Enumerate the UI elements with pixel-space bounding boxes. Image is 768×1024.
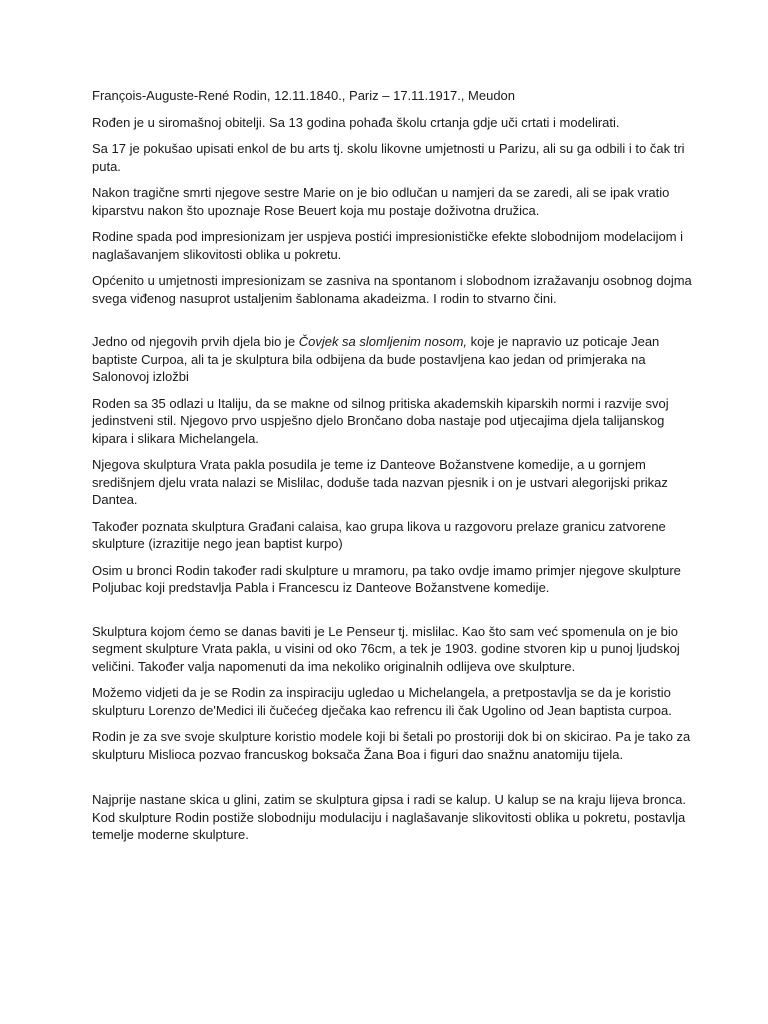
paragraph-gates-of-hell: Njegova skulptura Vrata pakla posudila je teme iz Danteove Božanstvene komedije, a u gornjem središnjem djelu vrata nalazi se Mislilac, doduše tada nazvan pjesnik i on je ustvari alegorijski prikaz Dantea. — [92, 457, 668, 507]
paragraph-first-works-after: koje je napravio uz poticaje Jean baptiste Curpoa, ali ta je skulptura bila odbijena da bude postavljena kao jedan od primjeraka na Salonovoj izložbi — [92, 334, 660, 384]
paragraph-first-works-before: Jedno od njegovih prvih djela bio je — [92, 334, 299, 349]
paragraph-burghers-of-calais: Također poznata skulptura Građani calaisa, kao grupa likova u razgovoru prelaze granicu zatvorene skulpture (izrazitije nego jean baptist kurpo) — [92, 518, 666, 551]
paragraph-birth: Rođen je u siromašnoj obitelji. Sa 13 godina pohađa školu crtanja gdje uči crtati i modelirati. — [92, 114, 620, 130]
paragraph-school: Sa 17 je pokušao upisati enkol de bu arts tj. skolu likovne umjetnosti u Parizu, ali su ga odbili i to čak tri puta. — [92, 141, 685, 174]
document-header-line: François-Auguste-René Rodin, 12.11.1840., Pariz – 17.11.1917., Meudon — [92, 88, 516, 103]
paragraph-inspiration: Možemo vidjeti da je se Rodin za inspiraciju ugledao u Michelangela, a pretpostavlja se da je koristio skulpturu Lorenzo de'Medici ili čučećeg dječaka kao refrencu ili čak Ugolino od Jean baptista curpoa. — [92, 685, 672, 718]
document-page — [92, 87, 692, 853]
paragraph-the-kiss: Osim u bronci Rodin također radi skulpture u mramoru, pa tako ovdje imamo primjer njegove skulpture Poljubac koji predstavlja Pabla i Francescu iz Danteove Božanstvene komedije. — [92, 562, 681, 595]
paragraph-le-penseur: Skulptura kojom ćemo se danas baviti je Le Penseur tj. mislilac. Kao što sam već spomenula on je bio segment skulpture Vrata pakla, u visini od oko 76cm, a tek je 1903. godine stvoren kip u punoj ljudskoj veličini. Također valja napomenuti da ima nekoliko originalnih odlijeva ove skulpture. — [92, 623, 680, 674]
paragraph-models: Rodin je za sve svoje skulpture koristio modele koji bi šetali po prostoriji dok bi on skicirao. Pa je tako za skulpturu Mislioca pozvao francuskog boksača Žana Boa i figuri dao snažnu anatomiju tijela. — [92, 729, 691, 762]
paragraph-italy: Roden sa 35 odlazi u Italiju, da se makne od silnog pritiska akademskih kiparskih normi i razvije svoj jedinstveni stil. Njegovo prvo uspješno djelo Brončano doba nastaje pod utjecajima djela talijanskog kipara i slikara Michelangela. — [92, 395, 669, 446]
paragraph-impressionism: Rodine spada pod impresionizam jer uspjeva postići impresionističke efekte slobodnijom modelacijom i naglašavanjem slikovitosti oblika u pokretu. — [92, 229, 684, 262]
artwork-title-italic: Čovjek sa slomljenim nosom, — [298, 334, 468, 349]
paragraph-impressionism-general: Općenito u umjetnosti impresionizam se zasniva na spontanom i slobodnom izražavanju osobnog dojma svega viđenog nasuprot ustaljenim šablonama akadeizma. I rodin to stvarno čini. — [92, 273, 692, 306]
paragraph-sister: Nakon tragične smrti njegove sestre Marie on je bio odlučan u namjeri da se zaredi, ali se ipak vratio kiparstvu nakon što upoznaje Rose Beuert koja mu postaje doživotna družica. — [92, 185, 670, 218]
paragraph-process: Najprije nastane skica u glini, zatim se skulptura gipsa i radi se kalup. U kalup se na kraju lijeva bronca. Kod skulpture Rodin postiže slobodniju modulaciju i naglašavanje slikovitosti oblika u pokretu, postavlja temelje moderne skulpture. — [92, 792, 686, 842]
paragraph-first-works — [92, 333, 692, 386]
